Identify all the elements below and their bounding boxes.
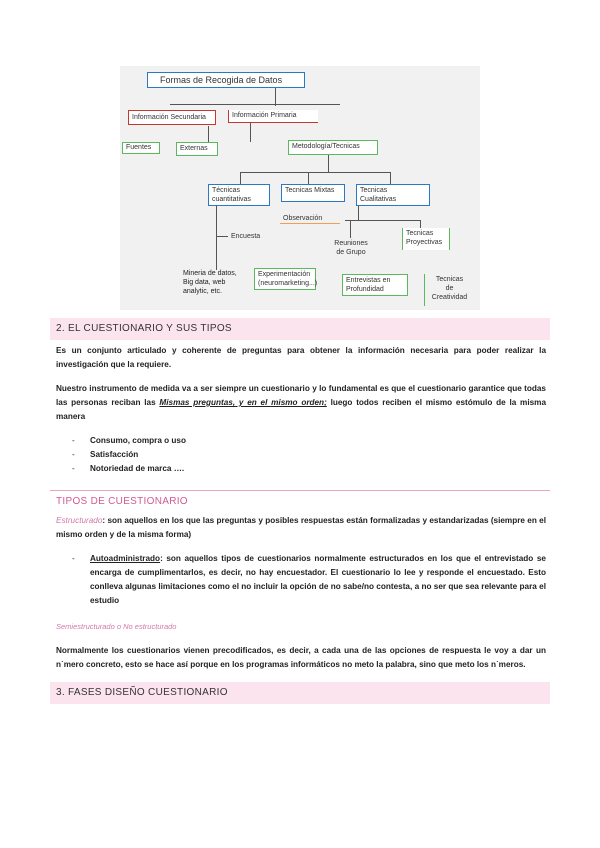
connector: [358, 206, 359, 220]
semi-label: Semiestructurado o No estructurado: [56, 622, 177, 631]
info-primaria-box: Información Primaria: [228, 110, 318, 123]
connector: [328, 154, 329, 172]
reuniones-label: Reuniones de Grupo: [334, 240, 368, 256]
metodologia-box: Metodología/Tecnicas: [288, 140, 378, 155]
emphasis-text: Mismas preguntas, y en el mismo orden;: [159, 398, 327, 407]
proyectivas-box: Tecnicas Proyectivas: [402, 228, 450, 250]
tecnicas-mixtas-box: Tecnicas Mixtas: [281, 184, 345, 202]
paragraph-precodificados: Normalmente los cuestionarios vienen precodificados, es decir, a cada una de las opciones de respuesta le voy a dar un n˙mero concreto, esto se hace así porque en los programas informáticos no meto la palabra, sino que meto los n˙meros.: [56, 646, 546, 669]
paragraph-estructurado: Estructurado: son aquellos en los que las preguntas y posibles respuestas están formalizadas y estandarizadas (siempre en el mismo orden y de la misma forma): [56, 516, 546, 539]
tipos-heading: TIPOS DE CUESTIONARIO: [56, 496, 188, 507]
mineria-label: Mineria de datos, Big data, web analytic, etc.: [183, 270, 237, 295]
connector: [308, 172, 309, 184]
section-divider: [50, 490, 550, 491]
connector: [240, 172, 390, 173]
section-2-heading: 2. EL CUESTIONARIO Y SUS TIPOS: [50, 318, 550, 340]
data-collection-diagram: [120, 66, 480, 310]
experimentacion-box: Experimentación (neuromarketing...): [254, 268, 316, 290]
fuentes-box: Fuentes: [122, 142, 160, 154]
section-3-heading: 3. FASES DISEÑO CUESTIONARIO: [50, 682, 550, 704]
connector: [216, 236, 228, 237]
connector: [345, 220, 420, 221]
entrevistas-box: Entrevistas en Profundidad: [342, 274, 408, 296]
tecnicas-cualitativas-box: Tecnicas Cualitativas: [356, 184, 430, 206]
connector: [170, 104, 340, 105]
externas-box: Externas: [176, 142, 218, 156]
connector: [390, 172, 391, 184]
paragraph-instrument: Nuestro instrumento de medida va a ser siempre un cuestionario y lo fundamental es que el cuestionario garantice que todas las personas reciban las Mismas preguntas, y en el mismo orden; luego todos reciben el mismo estómulo de la misma manera: [56, 384, 546, 421]
connector: [350, 220, 351, 238]
tecnicas-cuantitativas-box: Técnicas cuantitativas: [208, 184, 270, 206]
bullet-autoadministrado: - Autoadministrado: son aquellos tipos de cuestionarios normalmente estructurados en los que el entrevistado se encarga de cumplimentarlos, es decir, no hay encuestador. El cuestionario lo lee y responde el encuestado. Esto conlleva algunas limitaciones como el no incluir la opción de no sabe/no contesta, a no ser que sea relevante para el estudio: [72, 554, 546, 605]
paragraph-definition: Es un conjunto articulado y coherente de preguntas para obtener la información necesaria para poder realizar la investigación que la requiere.: [56, 346, 546, 369]
info-secundaria-box: Información Secundaria: [128, 110, 216, 125]
connector: [240, 172, 241, 184]
estructurado-label: Estructurado: [56, 516, 103, 525]
connector: [275, 86, 276, 106]
encuesta-label: Encuesta: [231, 233, 261, 240]
observacion-label: Observación: [280, 214, 340, 224]
creatividad-label: Tecnicas de Creatividad: [424, 274, 474, 306]
diagram-title: Formas de Recogida de Datos: [147, 72, 305, 88]
autoadministrado-label: Autoadministrado: [90, 554, 161, 563]
connector: [216, 206, 217, 270]
